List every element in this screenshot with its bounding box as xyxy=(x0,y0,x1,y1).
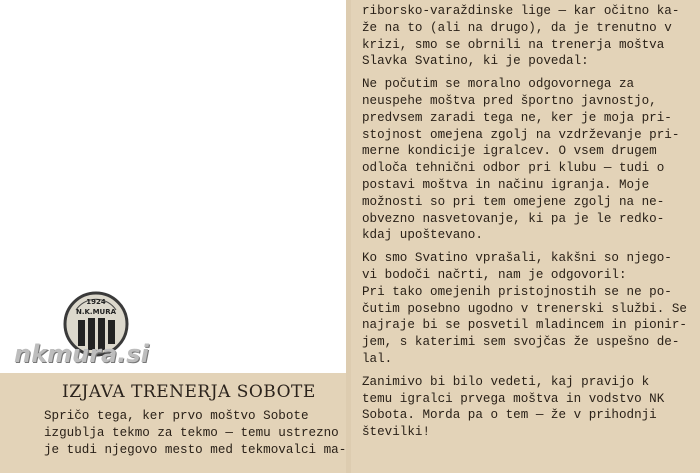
text-line: predvsem zaradi tega ne, ker je moja pri- xyxy=(362,110,672,125)
text-line: temu igralci prvega moštva in vodstvo NK xyxy=(362,391,665,406)
text-line: merne kondicije igralcev. O vsem drugem xyxy=(362,144,657,159)
text-line: Zanimivo bi bilo vedeti, kaj pravijo k xyxy=(362,374,650,389)
text-line: Ne počutim se moralno odgovornega za xyxy=(362,77,635,92)
text-line: Pri tako omejenih pristojnostih se ne po- xyxy=(362,284,672,299)
club-logo xyxy=(14,290,164,370)
column-gutter xyxy=(346,0,351,473)
text-line: Slavka Svatino, ki je povedal: xyxy=(362,54,589,69)
text-line: vi bodoči načrti, nam je odgovoril: xyxy=(362,267,627,282)
text-line: jem, s katerimi sem svojčas že uspešno de- xyxy=(362,335,680,350)
text-line: je tudi njegovo mesto med tekmovalci ma- xyxy=(44,442,347,457)
text-line: lal. xyxy=(362,351,393,366)
text-line: Spričo tega, ker prvo moštvo Sobote xyxy=(44,409,309,423)
text-line: najraje bi se posvetil mladincem in pionir- xyxy=(362,318,687,333)
text-line: že na to (ali na drugo), da je trenutno v xyxy=(362,20,672,35)
logo-year: 1924 xyxy=(86,298,106,306)
text-line: številki! xyxy=(362,425,431,440)
text-line: Ko smo Svatino vprašali, kakšni so njego- xyxy=(362,251,672,266)
text-line: Sobota. Morda pa o tem — že v prihodnji xyxy=(362,408,657,423)
text-line: stojnost omejena zgolj na vzdrževanje pri- xyxy=(362,127,680,142)
left-column-text xyxy=(44,408,347,458)
article-heading: IZJAVA TRENERJA SOBOTE xyxy=(62,382,316,402)
text-line: odloča tehnični odbor pri klubu — tudi o xyxy=(362,161,665,176)
quote-paragraph-1 xyxy=(362,76,697,244)
text-line: izgublja tekmo za tekmo — temu ustrezno xyxy=(44,425,339,440)
text-line: čutim posebno ugodno v trenerski službi. Se xyxy=(362,301,687,316)
text-line: kdaj upoštevano. xyxy=(362,228,483,243)
logo-wordmark: nkmura.si xyxy=(14,340,149,368)
text-line: krizi, smo se obrnili na trenerja moštva xyxy=(362,37,665,52)
quote-paragraph-2 xyxy=(362,284,697,368)
logo-club: N.K.MURA xyxy=(75,308,117,316)
text-line: obvezno nasvetovanje, ki pa je le redko- xyxy=(362,211,665,226)
text-line: možnosti so pri tem omejene zgolj na ne- xyxy=(362,194,665,209)
right-column-text xyxy=(362,3,697,441)
text-line: postavi moštva in načinu igranja. Moje xyxy=(362,177,650,192)
text-line: neuspehe moštva pred športno javnostjo, xyxy=(362,93,657,108)
text-line: riborsko-varaždinske lige — kar očitno ka- xyxy=(362,4,680,18)
